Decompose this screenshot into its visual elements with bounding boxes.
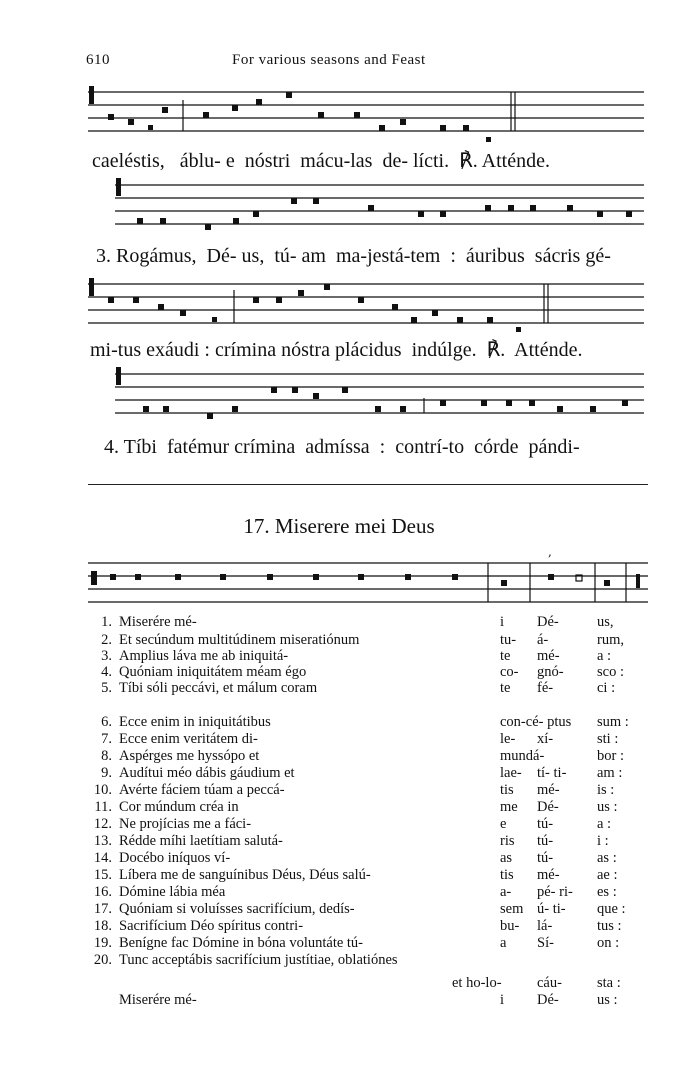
verse-syllable-2: Dé-	[537, 614, 559, 630]
verse-text: Ecce enim veritátem di-	[119, 731, 258, 747]
running-title: For various seasons and Feast	[232, 52, 426, 68]
verse-syllable-2: fé-	[537, 680, 554, 696]
verse-syllable-3: us,	[597, 614, 614, 630]
verse-syllable-1: me	[500, 799, 518, 815]
verse-syllable-1: e	[500, 816, 507, 832]
verse-text: Aspérges me hyssópo et	[119, 748, 260, 764]
verse-syllable-2: tú-	[537, 833, 554, 849]
verse-text: Dómine lábia méa	[119, 884, 226, 900]
verse-number: 13.	[93, 833, 112, 849]
verse-text: Amplius láva me ab iniquitá-	[119, 648, 289, 664]
verse-number: 17.	[93, 901, 112, 917]
verse-row	[0, 992, 678, 1009]
chant-lyric-line: caeléstis, áblu- e nóstri mácu-las de- lícti. ℟. Atténde.	[92, 150, 550, 172]
verse-number: 14.	[93, 850, 112, 866]
verse-syllable-1: as	[500, 850, 513, 866]
page-number: 610	[86, 52, 110, 68]
verse-text: Sacrifícium Déo spíritus contri-	[119, 918, 304, 934]
verse-row	[0, 731, 678, 748]
verse-syllable-1: te	[500, 680, 511, 696]
verse-row	[0, 765, 678, 782]
verse-syllable-2: mé-	[537, 867, 560, 883]
verse-syllable-3: is :	[597, 782, 615, 798]
section-title: 17. Miserere mei Deus	[243, 514, 435, 538]
verse-number: 15.	[93, 867, 112, 883]
verse-syllable-3: es :	[597, 884, 617, 900]
verse-text: Miserére mé-	[119, 992, 197, 1008]
verse-number: 2.	[101, 632, 112, 648]
verse-number: 5.	[101, 680, 112, 696]
verse-row	[0, 748, 678, 765]
verse-text: Avérte fáciem túam a peccá-	[119, 782, 285, 798]
verse-syllable-1: con-cé- ptus	[500, 714, 572, 730]
verse-row	[0, 632, 678, 649]
verse-row	[0, 799, 678, 816]
verse-number: 10.	[93, 782, 112, 798]
verse-syllable-3: us :	[597, 799, 618, 815]
section-divider	[88, 484, 648, 485]
verse-syllable-1: ris	[500, 833, 515, 849]
verse-number: 7.	[101, 731, 112, 747]
verse-syllable-3: on :	[597, 935, 620, 951]
verse-row	[0, 664, 678, 681]
verse-text: Benígne fac Dómine in bóna voluntáte tú-	[119, 935, 364, 951]
verse-syllable-2: ú- ti-	[537, 901, 566, 917]
verse-number: 19.	[93, 935, 112, 951]
verse-syllable-2: Dé-	[537, 992, 559, 1008]
verse-row	[0, 901, 678, 918]
chant-lyric-line: mi-tus exáudi : crímina nóstra plácidus indúlge. ℟. Atténde.	[90, 339, 583, 361]
verse-syllable-1: lae-	[500, 765, 522, 781]
verse-syllable-1: te	[500, 648, 511, 664]
verse-row	[0, 952, 678, 969]
verse-syllable-1: a	[500, 935, 507, 951]
verse-syllable-2: Dé-	[537, 799, 559, 815]
verse-row	[0, 816, 678, 833]
verse-text: Rédde míhi laetítiam salutá-	[119, 833, 283, 849]
verse-syllable-1: mundá-	[500, 748, 545, 764]
verse-row	[0, 867, 678, 884]
verse-syllable-2: tí- ti-	[537, 765, 567, 781]
verse-text: Quóniam iniquitátem méam égo	[119, 664, 307, 680]
verse-syllable-1: i	[500, 992, 505, 1008]
verse-syllable-3: sum :	[597, 714, 629, 730]
verse-row	[0, 884, 678, 901]
verse-row	[0, 833, 678, 850]
verse-syllable-1: tis	[500, 867, 514, 883]
verse-syllable-1: tis	[500, 782, 514, 798]
verse-syllable-3: us :	[597, 992, 618, 1008]
verse-text: Audítui méo dábis gáudium et	[119, 765, 295, 781]
verse-syllable-1: et ho-lo-	[452, 975, 502, 991]
verse-syllable-1: sem	[500, 901, 524, 917]
verse-syllable-1: co-	[500, 664, 519, 680]
verse-number: 9.	[101, 765, 112, 781]
verse-syllable-2: gnó-	[537, 664, 564, 680]
verse-syllable-3: a :	[597, 648, 612, 664]
verse-syllable-1: tu-	[500, 632, 517, 648]
verse-syllable-2: pé- ri-	[537, 884, 573, 900]
verse-syllable-2: xí-	[537, 731, 554, 747]
verse-syllable-2: mé-	[537, 782, 560, 798]
verse-syllable-1: le-	[500, 731, 516, 747]
verse-syllable-3: as :	[597, 850, 617, 866]
verse-text: Et secúndum multitúdinem miseratiónum	[119, 632, 360, 648]
verse-syllable-1: i	[500, 614, 505, 630]
verse-number: 3.	[101, 648, 112, 664]
verse-syllable-2: tú-	[537, 816, 554, 832]
verse-text: Tíbi sóli peccávi, et málum coram	[119, 680, 318, 696]
verse-syllable-3: a :	[597, 816, 612, 832]
verse-row	[0, 782, 678, 799]
verse-number: 1.	[101, 614, 112, 630]
verse-row	[0, 614, 678, 631]
verse-syllable-3: sta :	[597, 975, 621, 991]
chant-lyric-line: 3. Rogámus, Dé- us, tú- am ma-jestá-tem : áuribus sácris gé-	[96, 245, 611, 267]
verse-syllable-3: i :	[597, 833, 609, 849]
verse-row	[0, 975, 678, 992]
verse-syllable-2: á-	[537, 632, 549, 648]
verse-syllable-2: tú-	[537, 850, 554, 866]
verse-text: Ne projícias me a fáci-	[119, 816, 252, 832]
verse-syllable-3: rum,	[597, 632, 624, 648]
verse-syllable-2: Sí-	[537, 935, 554, 951]
verse-syllable-3: sti :	[597, 731, 619, 747]
verse-syllable-3: tus :	[597, 918, 622, 934]
verse-row	[0, 714, 678, 731]
verse-row	[0, 648, 678, 665]
verse-syllable-1: bu-	[500, 918, 520, 934]
verse-number: 11.	[94, 799, 112, 815]
chant-lyric-line: 4. Tíbi fatémur crímina admíssa : contrí-to córde pándi-	[104, 436, 580, 458]
verse-number: 4.	[101, 664, 112, 680]
verse-number: 18.	[93, 918, 112, 934]
verse-syllable-3: bor :	[597, 748, 624, 764]
verse-text: Ecce enim in iniquitátibus	[119, 714, 271, 730]
verse-syllable-2: mé-	[537, 648, 560, 664]
verse-number: 8.	[101, 748, 112, 764]
verse-row	[0, 918, 678, 935]
verse-syllable-3: ae :	[597, 867, 618, 883]
verse-syllable-3: que :	[597, 901, 626, 917]
verse-text: Tunc acceptábis sacrifícium justítiae, oblatiónes	[119, 952, 398, 968]
verse-syllable-3: sco :	[597, 664, 624, 680]
verse-text: Líbera me de sanguínibus Déus, Déus salú-	[119, 867, 371, 883]
verse-syllable-2: lá-	[537, 918, 553, 934]
svg-text:,: ,	[548, 545, 552, 559]
verse-number: 12.	[93, 816, 112, 832]
verse-number: 20.	[93, 952, 112, 968]
verse-syllable-3: ci :	[597, 680, 616, 696]
verse-row	[0, 680, 678, 697]
verse-syllable-1: a-	[500, 884, 512, 900]
verse-text: Cor múndum créa in	[119, 799, 239, 815]
verse-row	[0, 935, 678, 952]
verse-number: 6.	[101, 714, 112, 730]
verse-row	[0, 850, 678, 867]
verse-text: Docébo iníquos ví-	[119, 850, 231, 866]
verse-text: Miserére mé-	[119, 614, 197, 630]
verse-syllable-2: cáu-	[537, 975, 562, 991]
verse-syllable-3: am :	[597, 765, 623, 781]
verse-number: 16.	[93, 884, 112, 900]
verse-text: Quóniam si voluísses sacrifícium, dedís-	[119, 901, 355, 917]
